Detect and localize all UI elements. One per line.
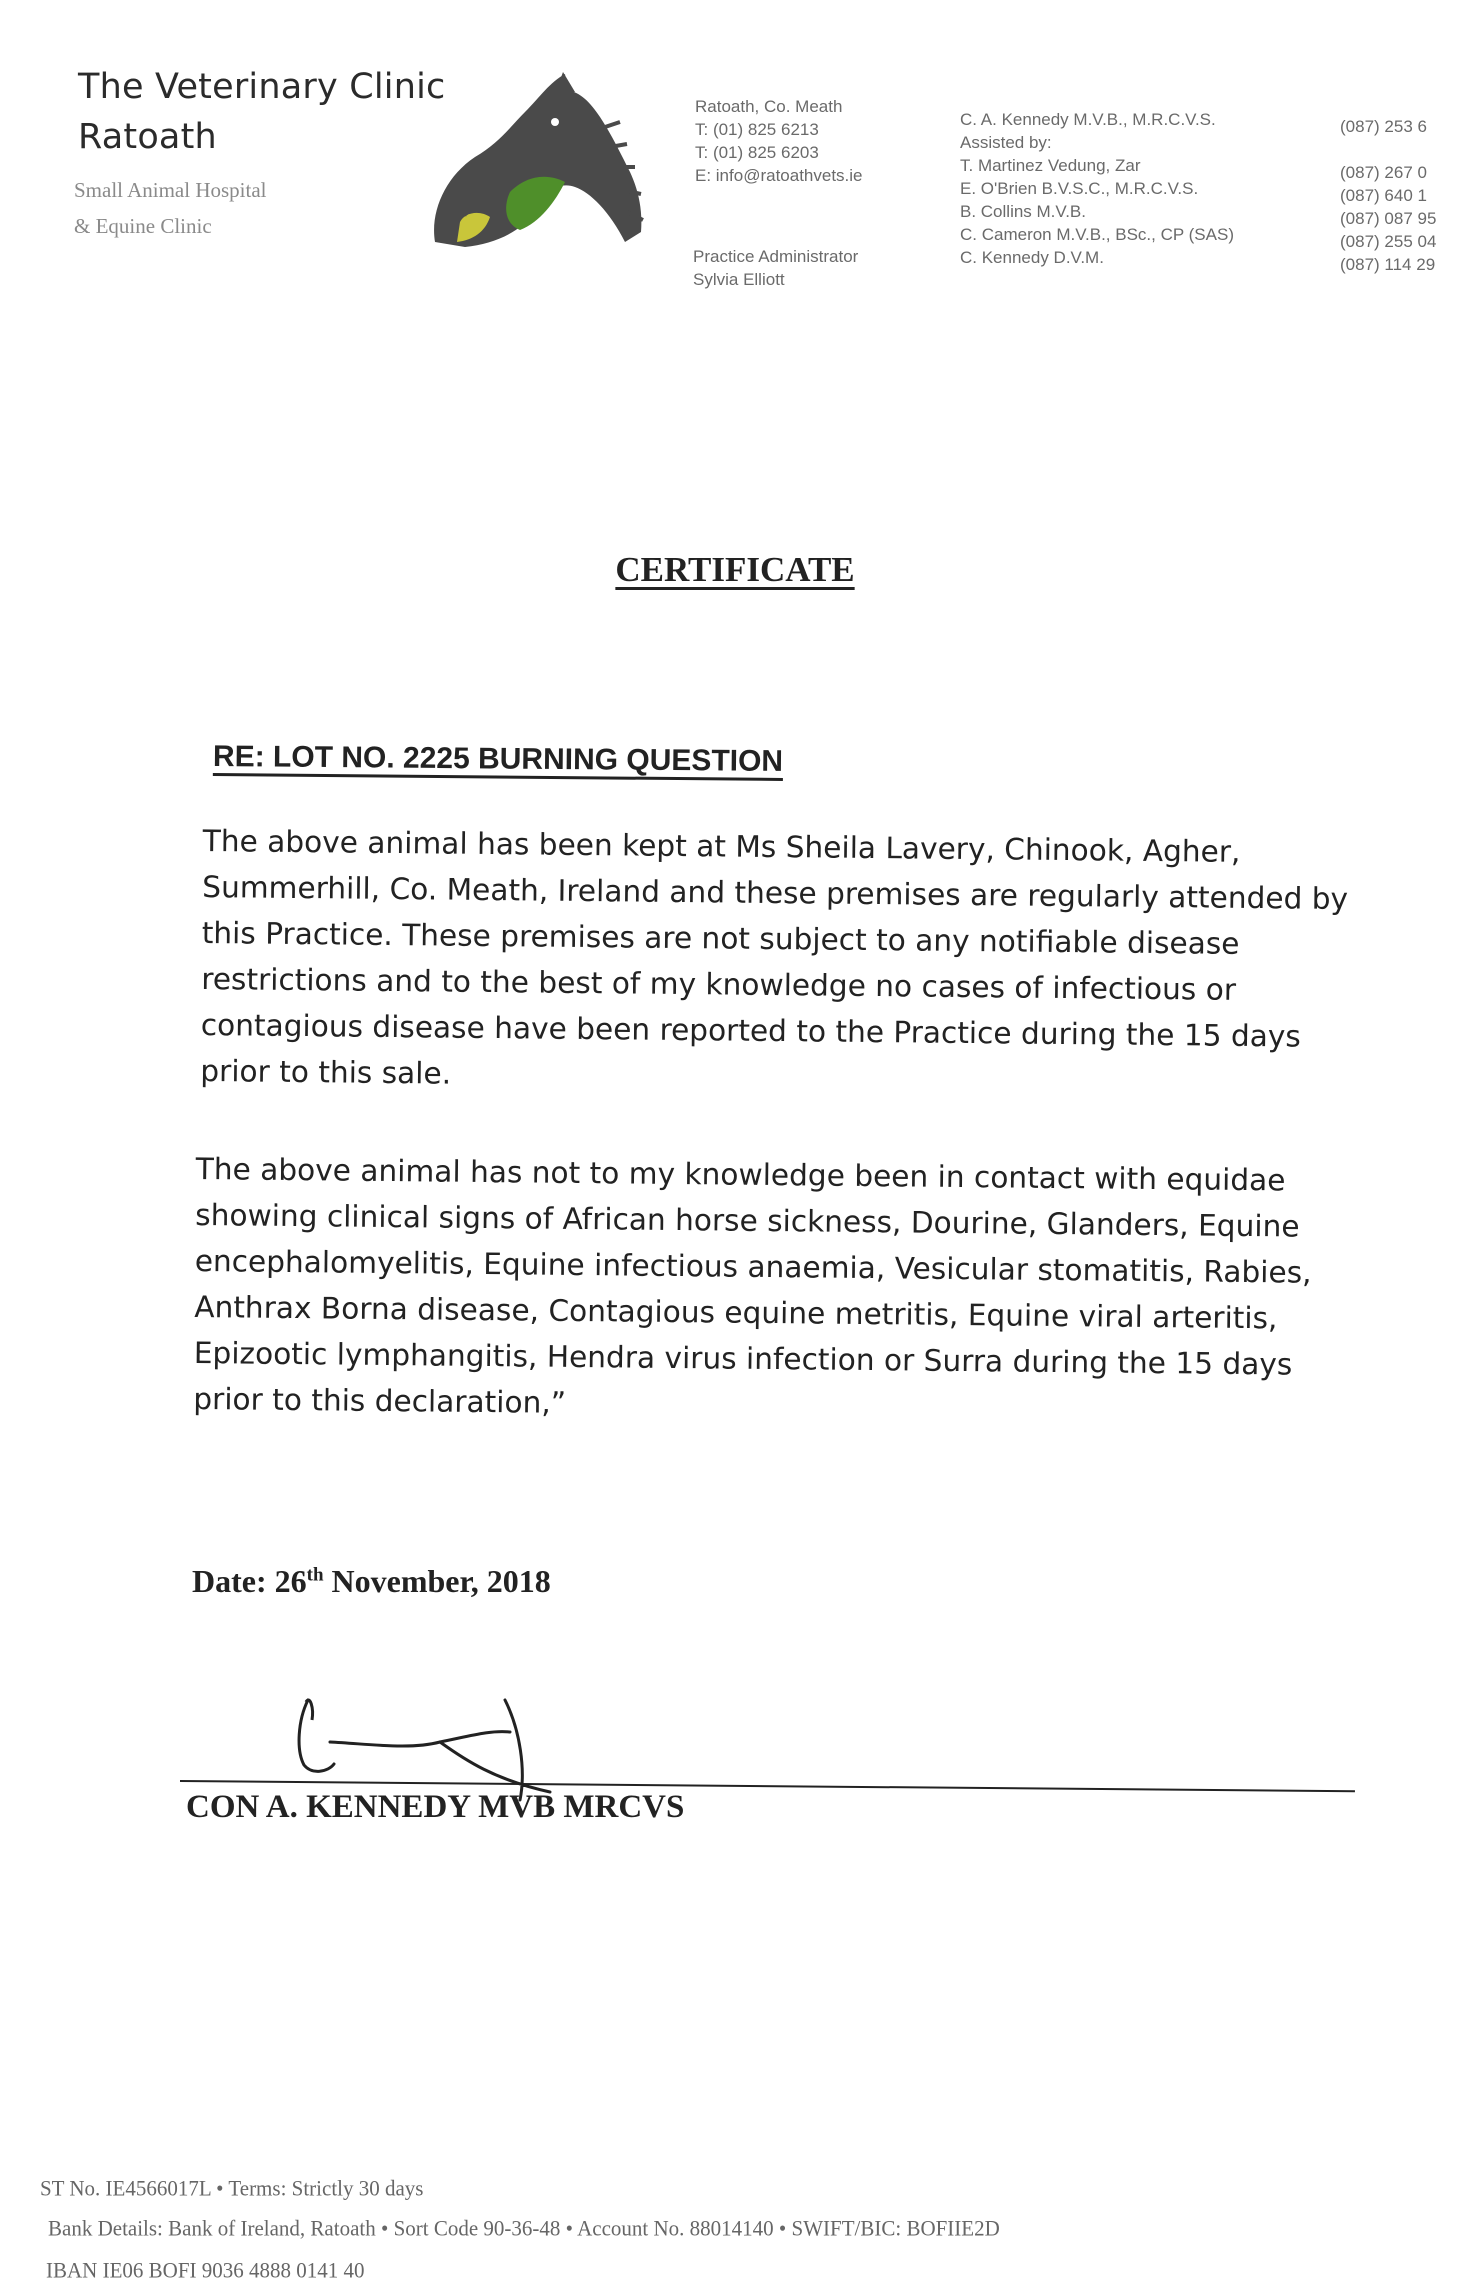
phone-line: (087) 255 04 [1340, 232, 1437, 251]
certificate-date [192, 1563, 551, 1600]
vet-line: B. Collins M.V.B. [960, 202, 1086, 221]
date-rest: November, 2018 [331, 1563, 551, 1599]
clinic-subtitle [74, 172, 267, 244]
phone-line: (087) 267 0 [1340, 163, 1427, 182]
certificate-title: CERTIFICATE [615, 550, 855, 589]
clinic-name-line2: Ratoath [78, 117, 217, 157]
date-day: 26 [274, 1563, 307, 1599]
admin-line: Practice Administrator [693, 247, 859, 266]
phone-line: (087) 640 1 [1340, 186, 1427, 205]
phone-line [1340, 138, 1436, 161]
clinic-sub-line2: & Equine Clinic [74, 214, 212, 238]
lot-reference: RE: LOT NO. 2225 BURNING QUESTION [212, 740, 784, 778]
admin-line: Sylvia Elliott [693, 270, 785, 289]
signatory-name: CON A. KENNEDY MVB MRCVS [186, 1789, 685, 1825]
address-line: T: (01) 825 6203 [695, 143, 819, 162]
paragraph-diseases: The above animal has not to my knowledge been in contact with equidae showing clinical signs of African horse sickness, Dourine, Glanders, Equine encephalomyelitis, Equine infectious anaemia, Vesicular stomatitis, Rabies, Anthrax Borna disease, Contagious equine metritis, Equine viral arteritis, Epizootic lymphangitis, Hendra virus infection or Surra during the 15 days prior to this declaration,” [193, 1151, 1312, 1420]
clinic-address [695, 95, 863, 187]
vet-line: T. Martinez Vedung, Zar [960, 156, 1141, 175]
address-line: E: info@ratoathvets.ie [695, 166, 863, 185]
vet-line: C. Kennedy D.V.M. [960, 248, 1104, 267]
phone-line: (087) 253 6 [1340, 117, 1427, 136]
address-line: T: (01) 825 6213 [695, 120, 819, 139]
footer-iban: IBAN IE06 BOFI 9036 4888 0141 40 [46, 2257, 365, 2283]
phone-line: (087) 087 95 [1340, 209, 1437, 228]
vet-list [960, 108, 1234, 269]
address-line: Ratoath, Co. Meath [695, 97, 843, 116]
phone-list [1340, 115, 1436, 276]
vet-line: C. Cameron M.V.B., BSc., CP (SAS) [960, 225, 1234, 244]
vet-line: Assisted by: [960, 133, 1052, 152]
paragraph-premises: The above animal has been kept at Ms Sheila Lavery, Chinook, Agher, Summerhill, Co. Meath, Ireland and these premises are regularly attended by this Practice. These premises are not subject to any notifiable disease restrictions and to the best of my knowledge no cases of infectious or contagious disease have been reported to the Practice during the 15 days prior to this sale. [200, 823, 1349, 1091]
vet-line: E. O'Brien B.V.S.C., M.R.C.V.S. [960, 179, 1199, 198]
vet-line: C. A. Kennedy M.V.B., M.R.C.V.S. [960, 110, 1216, 129]
clinic-name-line1: The Veterinary Clinic [78, 67, 446, 107]
practice-administrator [693, 245, 858, 291]
clinic-sub-line1: Small Animal Hospital [74, 178, 267, 202]
horse-logo-icon [405, 72, 645, 262]
date-label: Date: [192, 1563, 267, 1599]
clinic-name [78, 62, 445, 162]
footer-bank-details: Bank Details: Bank of Ireland, Ratoath • Sort Code 90-36-48 • Account No. 88014140 • SWIFT/BIC: BOFIIE2D [48, 2215, 1000, 2241]
date-suffix: th [306, 1564, 324, 1586]
footer-vat-terms: ST No. IE4566017L • Terms: Strictly 30 days [40, 2175, 424, 2201]
phone-line: (087) 114 29 [1340, 255, 1436, 274]
